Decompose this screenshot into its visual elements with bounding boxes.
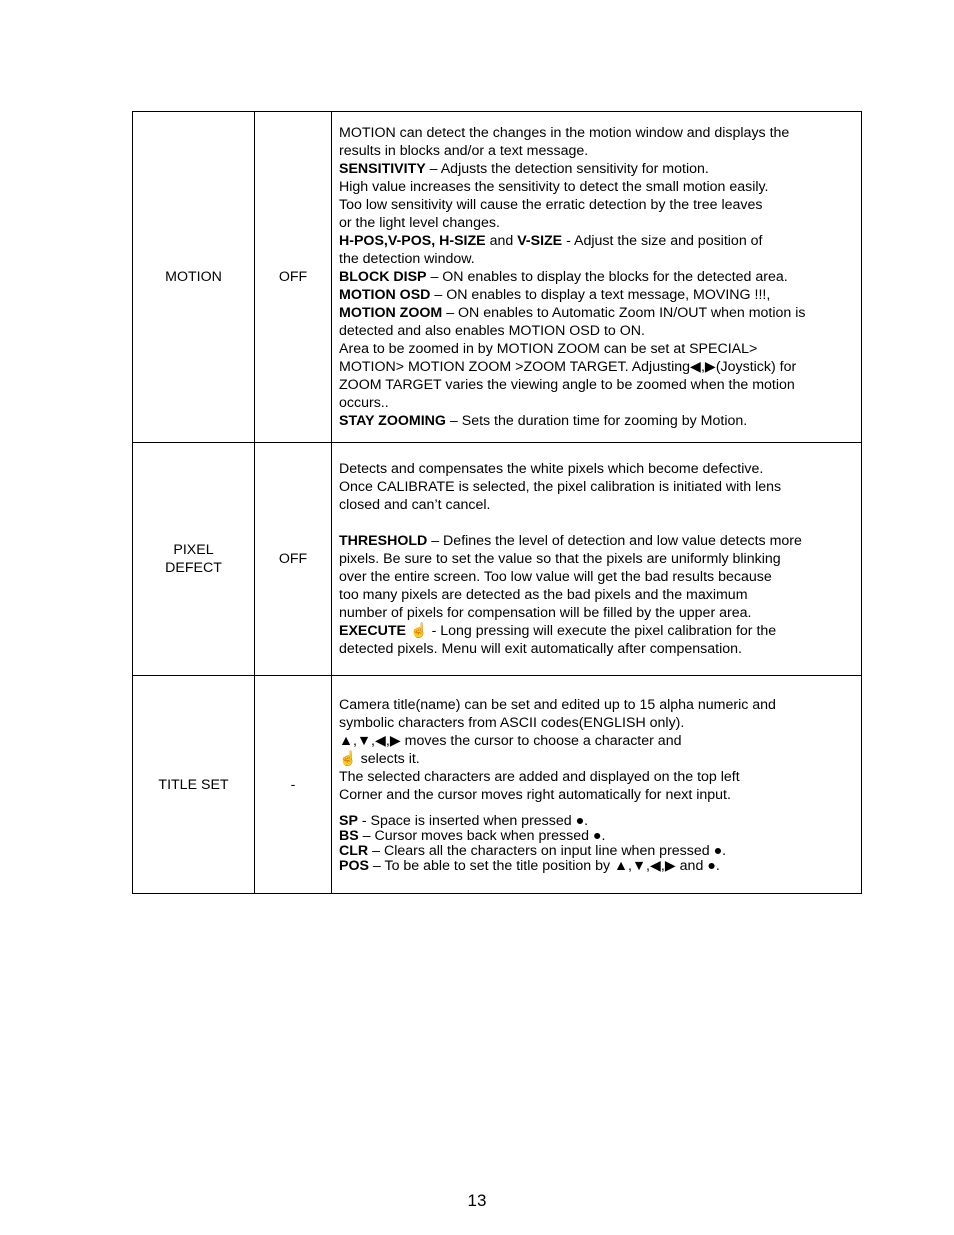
description-line <box>339 844 855 859</box>
term-label: CLR <box>339 842 369 859</box>
term-label: EXECUTE <box>339 623 407 639</box>
description-line: Detects and compensates the white pixels which become defective. <box>339 461 764 477</box>
description-line <box>339 814 855 829</box>
description-line: Corner and the cursor moves right automatically for next input. <box>339 786 731 803</box>
term-description: – Clears all the characters on input line when pressed ●. <box>368 842 727 859</box>
description-line: occurs.. <box>339 395 389 411</box>
setting-name-cell <box>133 112 255 443</box>
description-line <box>339 622 855 640</box>
setting-default: OFF <box>278 551 308 567</box>
setting-description-cell <box>332 112 862 443</box>
description-line: MOTION> MOTION ZOOM >ZOOM TARGET. Adjusting◀,▶(Joystick) for <box>339 359 797 375</box>
description-line: over the entire screen. Too low value will get the bad results because <box>339 569 772 585</box>
term-label: BLOCK DISP <box>339 269 427 285</box>
term-description: – Cursor moves back when pressed ●. <box>358 827 606 844</box>
term-label: MOTION ZOOM <box>339 305 443 321</box>
blank-line <box>339 514 855 532</box>
description-line: symbolic characters from ASCII codes(ENGLISH only). <box>339 714 685 731</box>
description-line: Too low sensitivity will cause the erratic detection by the tree leaves <box>339 197 763 213</box>
term-label: V-SIZE <box>517 233 563 249</box>
term-description: – Adjusts the detection sensitivity for motion. <box>425 161 709 177</box>
description-line: ▲,▼,◀,▶ moves the cursor to choose a character and <box>339 732 682 749</box>
description-line <box>339 232 855 250</box>
term-label: POS <box>339 857 369 874</box>
description-line: The selected characters are added and displayed on the top left <box>339 768 740 785</box>
setting-name: MOTION <box>165 269 222 285</box>
description-line <box>339 304 855 322</box>
setting-default-cell <box>255 443 332 676</box>
setting-description <box>339 460 855 658</box>
setting-name-cell <box>133 676 255 894</box>
term-description: – ON enables to display a text message, MOVING !!!, <box>430 287 771 303</box>
term-description: ☝ - Long pressing will execute the pixel calibration for the <box>406 623 777 639</box>
description-line <box>339 412 855 430</box>
term-description: – Defines the level of detection and low value detects more <box>427 533 802 549</box>
term-label: THRESHOLD <box>339 533 428 549</box>
description-line: ☝ selects it. <box>339 750 420 767</box>
term-label: SENSITIVITY <box>339 161 426 177</box>
description-line: High value increases the sensitivity to detect the small motion easily. <box>339 179 769 195</box>
term-label: H-POS,V-POS, H-SIZE <box>339 233 486 249</box>
setting-description-cell <box>332 676 862 894</box>
description-line: ZOOM TARGET varies the viewing angle to be zoomed when the motion <box>339 377 795 393</box>
term-label: SP <box>339 812 358 829</box>
table-row-pixel-defect <box>133 443 862 676</box>
description-line: Once CALIBRATE is selected, the pixel calibration is initiated with lens <box>339 479 782 495</box>
term-label: STAY ZOOMING <box>339 413 446 429</box>
description-line: number of pixels for compensation will be filled by the upper area. <box>339 605 752 621</box>
description-line: detected and also enables MOTION OSD to ON. <box>339 323 645 339</box>
term-description: - Space is inserted when pressed ●. <box>357 812 589 829</box>
setting-name: TITLE SET <box>158 776 229 793</box>
description-line: too many pixels are detected as the bad pixels and the maximum <box>339 587 748 603</box>
setting-default: - <box>290 776 296 793</box>
term-description: – ON enables to display the blocks for the detected area. <box>426 269 788 285</box>
term-label: BS <box>339 827 359 844</box>
setting-description <box>339 124 855 430</box>
term-description: – To be able to set the title position by ▲,▼,◀,▶ and ●. <box>368 857 720 874</box>
setting-description-cell <box>332 443 862 676</box>
description-line <box>339 286 855 304</box>
setting-description <box>339 696 855 874</box>
term-description: – Sets the duration time for zooming by Motion. <box>445 413 748 429</box>
term-description: – ON enables to Automatic Zoom IN/OUT when motion is <box>442 305 806 321</box>
description-line: or the light level changes. <box>339 215 500 231</box>
term-description: - Adjust the size and position of <box>562 233 763 249</box>
setting-default-cell <box>255 112 332 443</box>
table-row-motion <box>133 112 862 443</box>
description-line: Area to be zoomed in by MOTION ZOOM can be set at SPECIAL> <box>339 341 758 357</box>
setting-default-cell <box>255 676 332 894</box>
setting-default: OFF <box>278 269 308 285</box>
description-line: the detection window. <box>339 251 475 267</box>
description-line: detected pixels. Menu will exit automatically after compensation. <box>339 641 742 657</box>
description-line: MOTION can detect the changes in the motion window and displays the <box>339 125 790 141</box>
table-row-title-set <box>133 676 862 894</box>
description-line <box>339 268 855 286</box>
description-line <box>339 859 855 874</box>
description-line <box>339 829 855 844</box>
page-number: 13 <box>467 1191 487 1210</box>
setting-name-line: DEFECT <box>165 560 222 576</box>
setting-name-cell <box>133 443 255 676</box>
description-line <box>339 532 855 550</box>
description-line: results in blocks and/or a text message. <box>339 143 589 159</box>
description-line: pixels. Be sure to set the value so that the pixels are uniformly blinking <box>339 551 781 567</box>
setting-name-line: PIXEL <box>173 542 214 558</box>
description-line: Camera title(name) can be set and edited up to 15 alpha numeric and <box>339 696 776 713</box>
term-label: MOTION OSD <box>339 287 431 303</box>
description-line <box>339 160 855 178</box>
description-line: closed and can’t cancel. <box>339 497 491 513</box>
menu-settings-table <box>132 111 862 894</box>
term-description: and <box>485 233 518 249</box>
